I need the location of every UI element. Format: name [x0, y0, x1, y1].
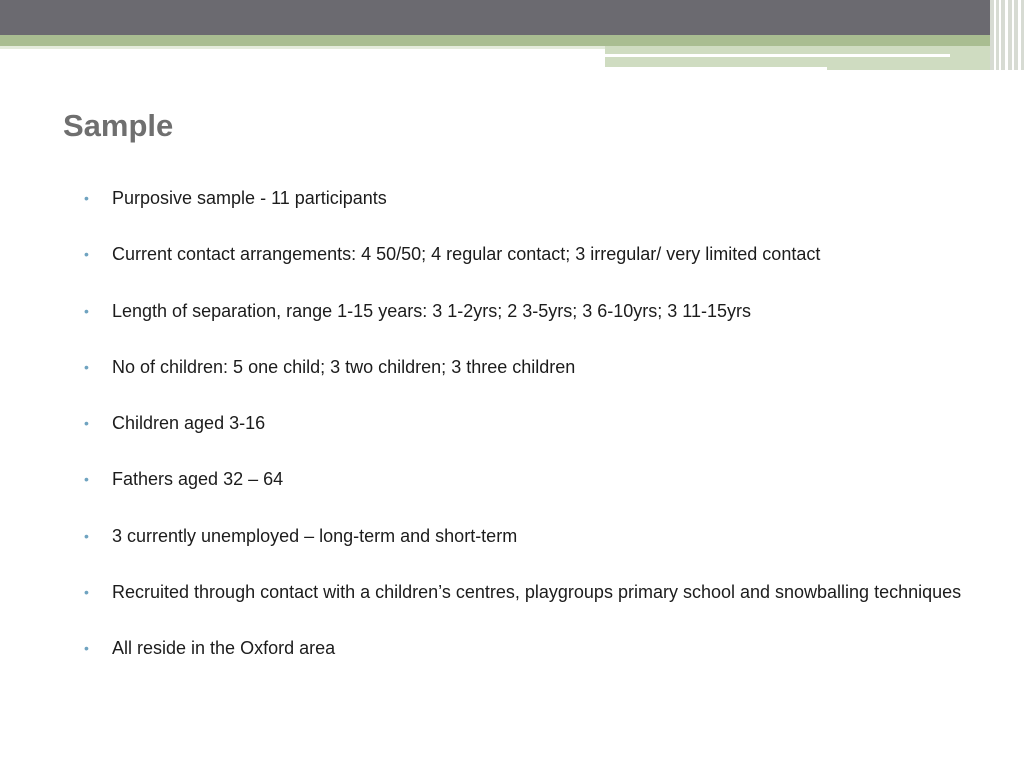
bullet-icon: •	[84, 640, 89, 657]
bullet-item	[84, 636, 964, 660]
bullet-item	[84, 524, 964, 548]
bullet-item	[84, 411, 964, 435]
bullet-text: Length of separation, range 1-15 years: 3 1-2yrs; 2 3-5yrs; 3 6-10yrs; 3 11-15yrs	[112, 300, 751, 321]
bullet-icon: •	[84, 584, 89, 601]
header-stripe	[1012, 0, 1014, 70]
bullet-icon: •	[84, 302, 89, 319]
bullet-text: Recruited through contact with a children’s centres, playgroups primary school and snowballing techniques	[112, 582, 962, 603]
header-green-bar	[0, 35, 1024, 46]
bullet-item	[84, 242, 964, 266]
bullet-icon: •	[84, 190, 89, 206]
header-accent-line	[605, 67, 827, 70]
bullet-text: All reside in the Oxford area	[112, 638, 336, 659]
slide-title: Sample	[63, 108, 174, 143]
bullet-text: No of children: 5 one child; 3 two children; 3 three children	[112, 356, 576, 377]
bullet-icon: •	[84, 246, 89, 263]
bullet-text: Current contact arrangements: 4 50/50; 4 regular contact; 3 irregular/ very limited contact	[112, 244, 821, 265]
bullet-icon: •	[84, 358, 89, 375]
header-stripe	[1005, 0, 1008, 70]
bullet-icon: •	[84, 527, 89, 544]
header-dark-bar	[0, 0, 1024, 35]
header-stripe	[994, 0, 996, 70]
header-light-line	[0, 46, 605, 49]
bullet-text: 3 currently unemployed – long-term and short-term	[112, 525, 518, 546]
bullet-item	[84, 355, 964, 379]
bullet-item	[84, 186, 964, 210]
bullet-item	[84, 299, 964, 323]
bullet-text: Children aged 3-16	[112, 413, 266, 434]
bullet-list	[84, 186, 964, 693]
bullet-icon: •	[84, 415, 89, 432]
bullet-item	[84, 467, 964, 491]
bullet-item	[84, 580, 964, 604]
bullet-text: Purposive sample - 11 participants	[112, 188, 387, 208]
header-stripe	[999, 0, 1001, 70]
bullet-text: Fathers aged 32 – 64	[112, 469, 284, 490]
header-stripe	[1018, 0, 1021, 70]
bullet-icon: •	[84, 471, 89, 488]
header-accent-line	[605, 54, 950, 57]
